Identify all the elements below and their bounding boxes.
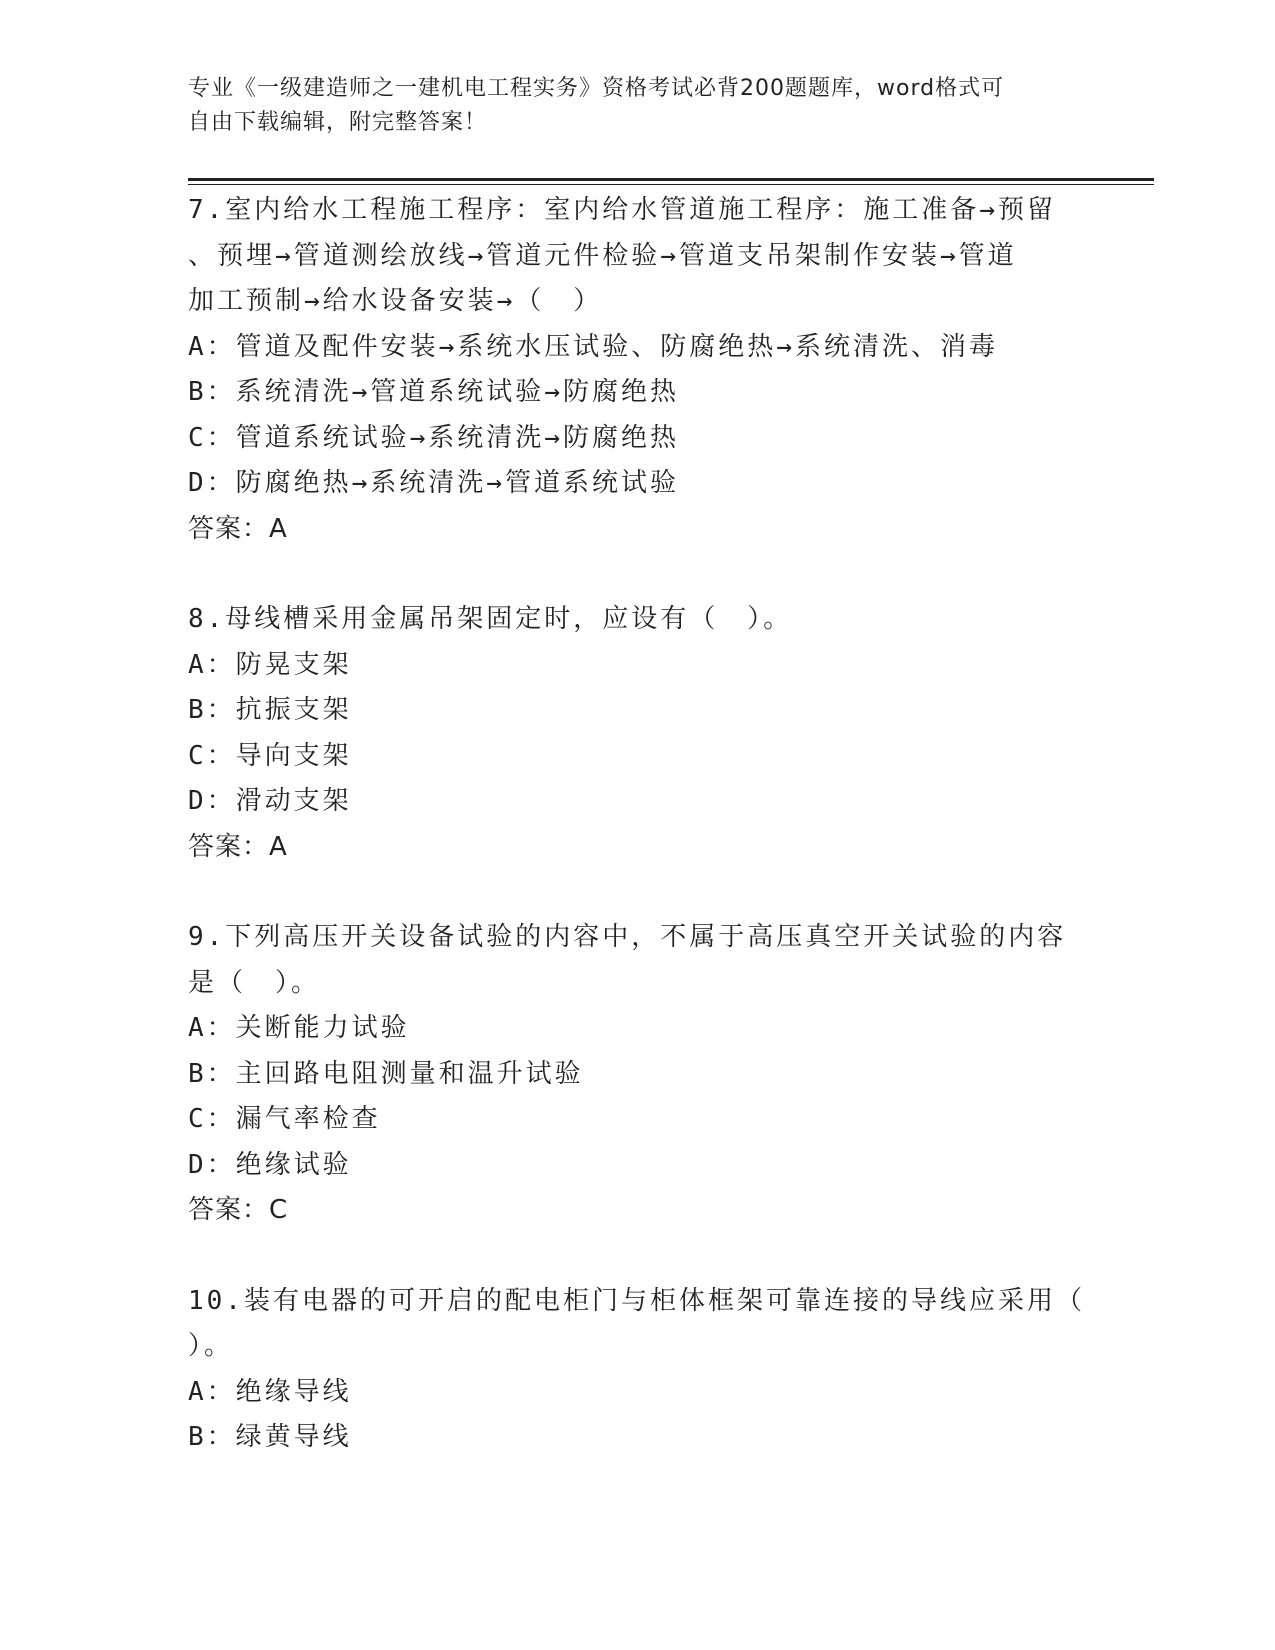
question-stem-line: 是（ ）。 — [188, 967, 321, 998]
option-a: A：管道及配件安装→系统水压试验、防腐绝热→系统清洗、消毒 — [188, 331, 998, 362]
question-list — [188, 188, 1088, 1506]
header-line-1: 专业《一级建造师之一建机电工程实务》资格考试必背200题题库，word格式可 — [188, 76, 1005, 101]
option-a: A：关断能力试验 — [188, 1013, 410, 1043]
document-header — [188, 72, 1078, 140]
option-b: B：抗振支架 — [188, 695, 352, 725]
question-stem-line: 9.下列高压开关设备试验的内容中，不属于高压真空开关试验的内容 — [188, 922, 1067, 952]
option-d: D：滑动支架 — [188, 786, 352, 816]
question-stem-line: ）。 — [188, 1331, 234, 1361]
option-c: C：导向支架 — [188, 740, 352, 771]
question-10 — [188, 1279, 1088, 1461]
option-d: D：防腐绝热→系统清洗→管道系统试验 — [188, 468, 679, 498]
option-b: B：绿黄导线 — [188, 1422, 352, 1452]
option-b: B：系统清洗→管道系统试验→防腐绝热 — [188, 377, 679, 407]
option-c: C：漏气率检查 — [188, 1104, 381, 1134]
question-9 — [188, 915, 1088, 1234]
option-b: B：主回路电阻测量和温升试验 — [188, 1058, 584, 1089]
question-stem-line: 7.室内给水工程施工程序：室内给水管道施工程序：施工准备→预留 — [188, 195, 1056, 225]
option-d: D：绝缘试验 — [188, 1149, 352, 1180]
question-stem-line: 、预埋→管道测绘放线→管道元件检验→管道支吊架制作安装→管道 — [188, 240, 1017, 271]
answer-label: 答案：C — [188, 1195, 289, 1225]
header-divider-thick — [188, 178, 1154, 181]
question-8 — [188, 597, 1088, 870]
header-line-2: 自由下载编辑，附完整答案！ — [188, 110, 488, 135]
option-a: A：防晃支架 — [188, 649, 352, 680]
option-c: C：管道系统试验→系统清洗→防腐绝热 — [188, 422, 679, 453]
question-7 — [188, 188, 1088, 552]
question-stem-line: 加工预制→给水设备安装→（ ） — [188, 286, 603, 316]
question-stem-line: 10.装有电器的可开启的配电柜门与柜体框架可靠连接的导线应采用（ — [188, 1285, 1085, 1316]
option-a: A：绝缘导线 — [188, 1376, 352, 1407]
answer-label: 答案：A — [188, 513, 288, 544]
header-divider-thin — [188, 184, 1154, 185]
answer-label: 答案：A — [188, 831, 288, 862]
question-stem-line: 8.母线槽采用金属吊架固定时，应设有（ ）。 — [188, 604, 793, 634]
